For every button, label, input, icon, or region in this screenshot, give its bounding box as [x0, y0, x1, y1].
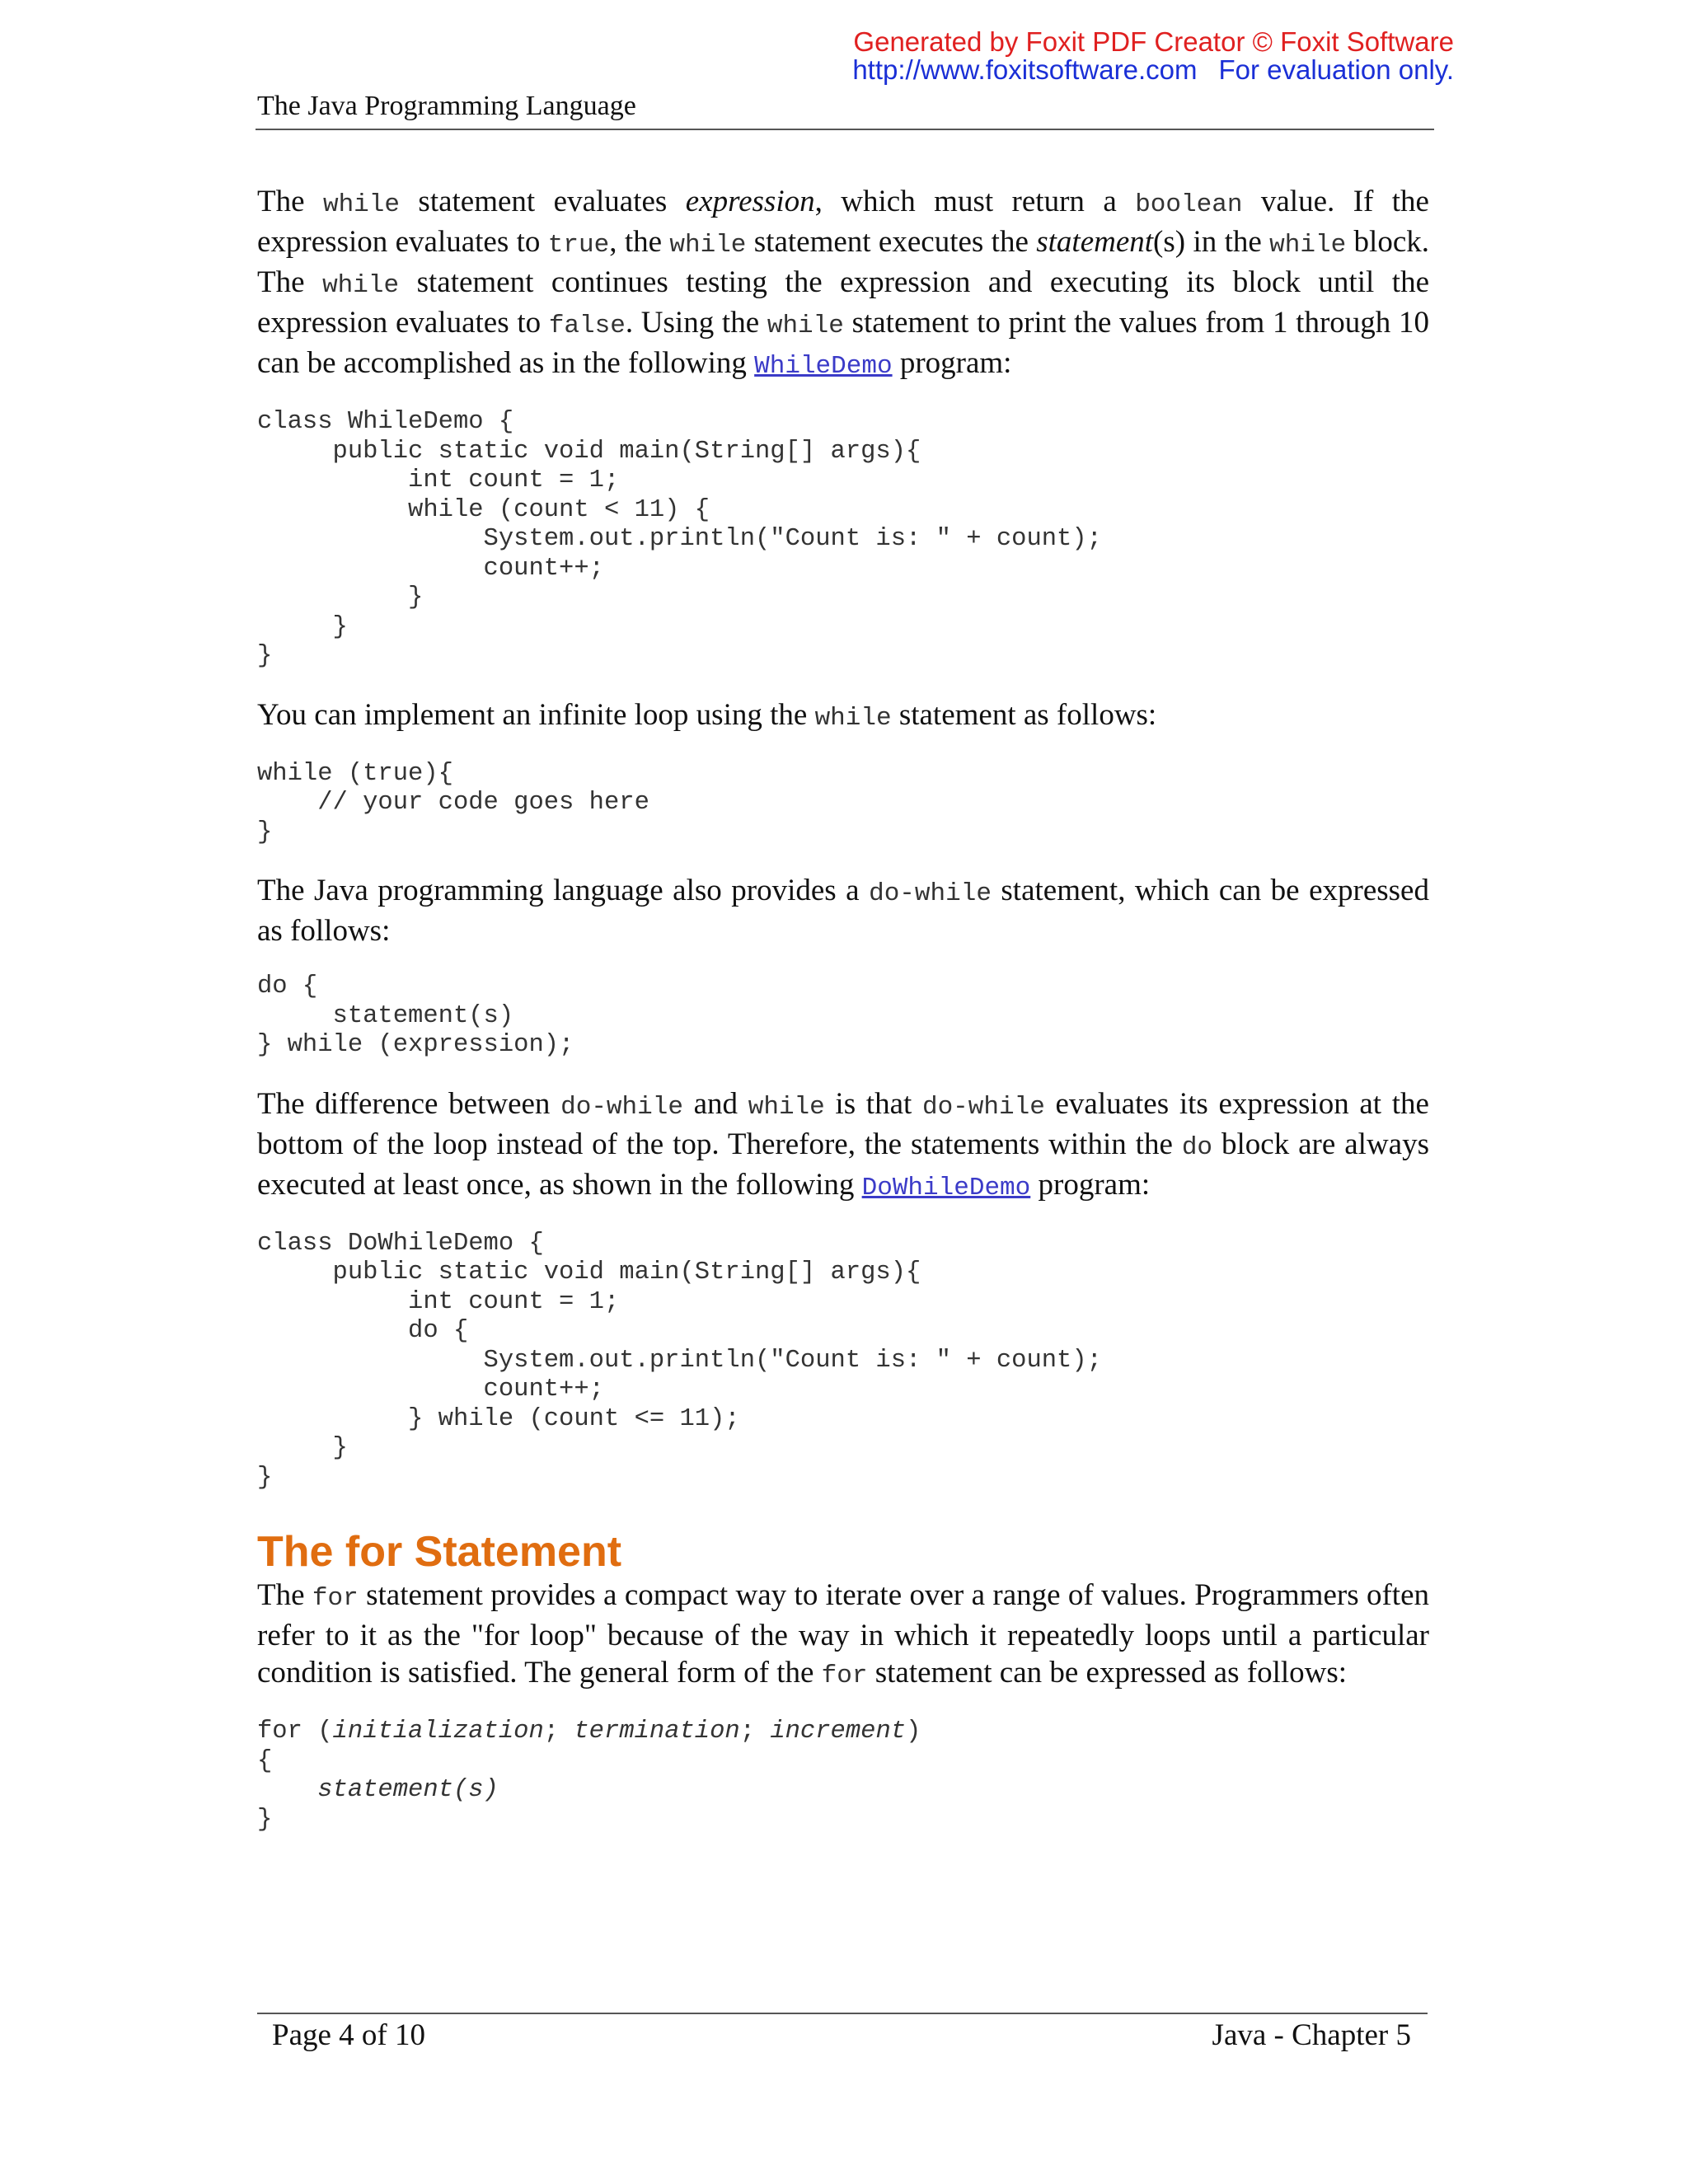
- code-block-do-while-form: do { statement(s) } while (expression);: [257, 972, 574, 1059]
- page-body: [257, 183, 1429, 1859]
- running-header-title: The Java Programming Language: [257, 91, 636, 121]
- footer-divider: [257, 2013, 1428, 2014]
- dowhiledemo-link[interactable]: DoWhileDemo: [861, 1173, 1031, 1202]
- paragraph-for-intro: The for statement provides a compact way to iterate over a range of values. Programmers often refer to it as the "for loop" because of the way in which it repeatedly loops until a particular condition is satisfied. The general form of the for statement can be expressed as follows:: [257, 1578, 1429, 1690]
- page-number: Page 4 of 10: [272, 2018, 425, 2052]
- watermark-url[interactable]: http://www.foxitsoftware.com: [852, 54, 1198, 85]
- watermark-evaluation-note: For evaluation only.: [1218, 54, 1454, 85]
- whiledemo-link[interactable]: WhileDemo: [754, 352, 893, 381]
- paragraph-infinite-loop: You can implement an infinite loop using the while statement as follows:: [257, 697, 1157, 733]
- foxit-watermark: [852, 28, 1454, 84]
- code-block-whiledemo: class WhileDemo { public static void main(String[] args){ int count = 1; while (count < 11) { System.out.println("Count is: " + count); count++; } } }: [257, 408, 1102, 670]
- code-block-dowhiledemo: class DoWhileDemo { public static void main(String[] args){ int count = 1; do { System.out.println("Count is: " + count); count++; } while (count <= 11); } }: [257, 1229, 1102, 1492]
- watermark-generated-by: Generated by Foxit PDF Creator © Foxit Software: [853, 26, 1454, 57]
- paragraph-do-while-difference: The difference between do-while and while is that do-while evaluates its expression at the bottom of the loop instead of the top. Therefore, the statements within the do block are always executed at least once, as shown in the following DoWhileDemo program:: [257, 1086, 1429, 1202]
- chapter-label: Java - Chapter 5: [1212, 2018, 1411, 2052]
- watermark-url-line: [852, 56, 1454, 84]
- header-divider: [256, 129, 1434, 130]
- code-block-infinite-while: while (true){ // your code goes here }: [257, 759, 649, 846]
- section-heading-for-statement: The for Statement: [257, 1528, 622, 1576]
- paragraph-do-while-intro: The Java programming language also provides a do-while statement, which can be expressed as follows:: [257, 874, 1429, 948]
- code-block-for-form: for (initialization; termination; increment) { statement(s) }: [257, 1718, 921, 1834]
- paragraph-while-intro: The while statement evaluates expression, which must return a boolean value. If the expression evaluates to true, the while statement executes the statement(s) in the while block. The while statement continues testing the expression and executing its block until the expression evaluates to false. Using the while statement to print the values from 1 through 10 can be accomplished as in the following WhileDemo program:: [257, 185, 1430, 381]
